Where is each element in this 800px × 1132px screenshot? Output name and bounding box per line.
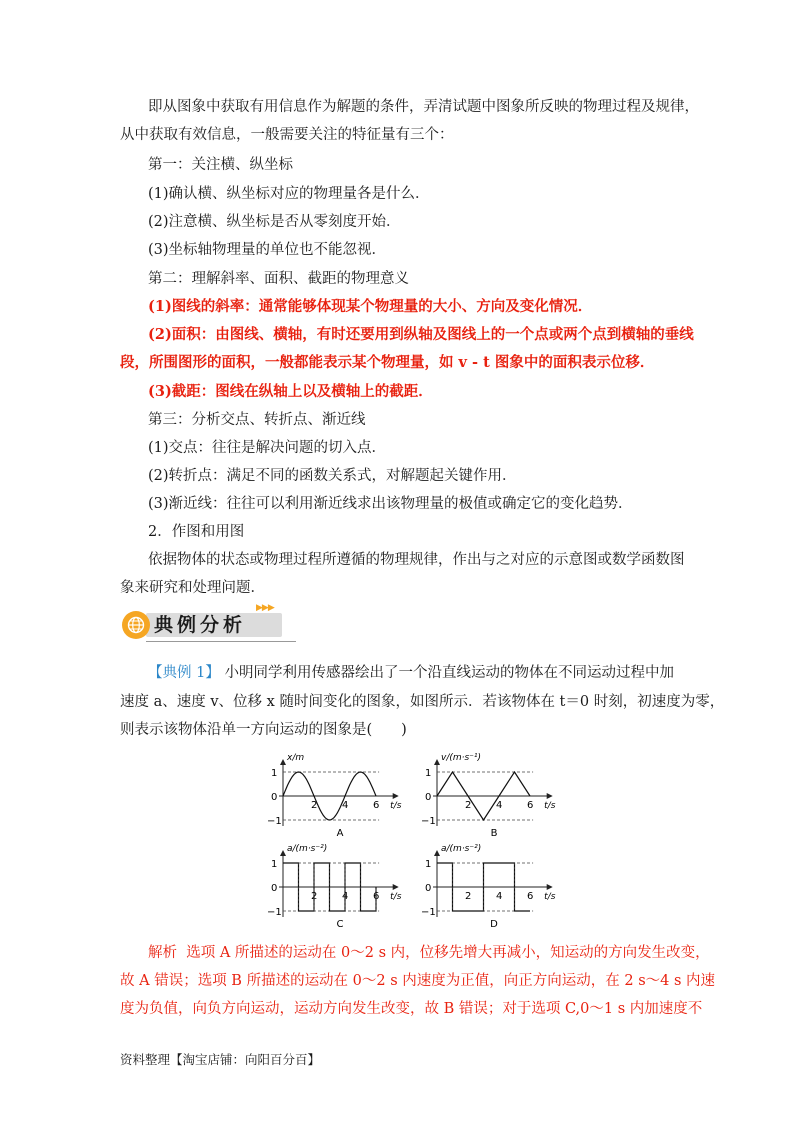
tick-label: −1 [267,907,282,918]
tick-label: 0 [425,883,432,894]
list-item: (3)坐标轴物理量的单位也不能忽视． [148,242,387,258]
second-heading: 第二：理解斜率、面积、截距的物理意义 [148,271,409,287]
highlight-item: (1)图线的斜率：通常能够体现某个物理量的大小、方向及变化情况． [148,298,593,315]
example-text: 小明同学利用传感器绘出了一个沿直线运动的物体在不同运动过程中加 [224,665,674,681]
graph-caption: A [336,828,344,839]
y-axis-label: a/(m·s⁻²) [287,844,328,854]
section-paragraph-line: 象来研究和处理问题． [120,580,265,596]
section-title: 2．作图和用图 [148,524,245,540]
tick-label: 2 [311,891,318,902]
analysis-text: 选项 A 所描述的运动在 0～2 s 内，位移先增大再减小，知运动的方向发生改变， [186,945,710,961]
list-item: (1)交点：往往是解决问题的切入点． [148,440,387,456]
tick-label: 2 [465,891,472,902]
globe-icon [122,611,150,639]
highlight-item: 段，所围图形的面积，一般都能表示某个物理量，如 v - t 图象中的面积表示位移． [120,354,655,371]
tick-label: 6 [373,891,380,902]
tick-label: 4 [342,891,349,902]
analysis-line: 故 A 错误；选项 B 所描述的运动在 0～2 s 内速度为正值，向正方向运动，在 2 s～4 s 内速 [120,973,716,989]
example-line: 则表示该物体沿单一方向运动的图象是( ) [120,722,407,738]
tick-label: −1 [421,907,436,918]
analysis-label: 解析 [148,945,177,961]
y-axis-label: x/m [287,753,305,763]
intro-paragraph-line: 即从图象中获取有用信息作为解题的条件，弄清试题中图象所反映的物理过程及规律， [148,99,699,115]
tick-label: 0 [425,792,432,803]
heading-underline [146,641,296,642]
tick-label: 4 [496,891,503,902]
list-item: (2)转折点：满足不同的函数关系式，对解题起关键作用． [148,468,517,484]
example-line [148,663,728,683]
triangle-arrows-icon: ▶▶▶ [256,603,274,613]
tick-label: 6 [527,800,534,811]
footer-text: 资料整理【淘宝店铺：向阳百分百】 [120,1052,321,1067]
first-heading: 第一：关注横、纵坐标 [148,157,293,173]
x-axis-label: t/s [544,892,556,902]
tick-label: 1 [425,859,432,870]
x-axis-label: t/s [390,801,402,811]
tick-label: 1 [271,768,278,779]
y-axis-label: v/(m·s⁻¹) [441,753,482,763]
graph-caption: B [490,828,498,839]
heading-label: 典例分析 [154,614,247,636]
x-axis-label: t/s [390,892,402,902]
graphs-figure [0,740,800,940]
list-item: (3)渐近线：往往可以利用渐近线求出该物理量的极值或确定它的变化趋势． [148,496,633,512]
section-paragraph-line: 依据物体的状态或物理过程所遵循的物理规律，作出与之对应的示意图或数学函数图 [148,552,685,568]
tick-label: 1 [425,768,432,779]
example-tag: 【典例 1】 [148,665,220,681]
highlight-item: (2)面积：由图线、横轴，有时还要用到纵轴及图线上的一个点或两个点到横轴的垂线 [148,326,694,343]
tick-label: −1 [421,816,436,827]
analysis-line: 度为负值，向负方向运动，运动方向发生改变，故 B 错误；对于选项 C,0～1 s 内加速度不 [120,1001,703,1017]
tick-label: 4 [496,800,503,811]
list-item: (1)确认横、纵坐标对应的物理量各是什么． [148,186,430,202]
tick-label: 6 [373,800,380,811]
tick-label: 4 [342,800,349,811]
x-axis-label: t/s [544,801,556,811]
intro-paragraph-line: 从中获取有效信息，一般需要关注的特征量有三个： [120,127,454,143]
graph-caption: D [490,919,498,930]
tick-label: −1 [267,816,282,827]
tick-label: 0 [271,792,278,803]
example-line: 速度 a、速度 v、位移 x 随时间变化的图象，如图所示．若该物体在 t＝0 时刻，初速度为零， [120,694,725,710]
tick-label: 2 [311,800,318,811]
tick-label: 6 [527,891,534,902]
highlight-item: (3)截距：图线在纵轴上以及横轴上的截距． [148,383,433,400]
example-section-heading [120,605,288,645]
graph-caption: C [336,919,344,930]
tick-label: 1 [271,859,278,870]
tick-label: 0 [271,883,278,894]
y-axis-label: a/(m·s⁻²) [441,844,482,854]
analysis-line [148,943,728,963]
tick-label: 2 [465,800,472,811]
third-heading: 第三：分析交点、转折点、渐近线 [148,412,366,428]
list-item: (2)注意横、纵坐标是否从零刻度开始． [148,214,401,230]
